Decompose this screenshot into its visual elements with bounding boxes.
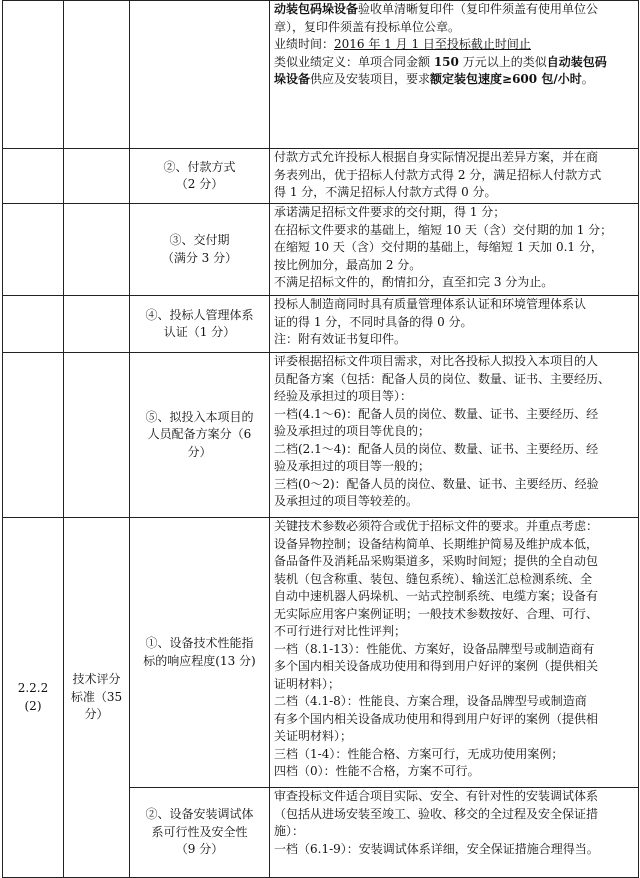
label-line: 技术评分 xyxy=(72,672,121,687)
content-paragraph xyxy=(274,441,635,476)
label-line: 标准（35 xyxy=(70,689,123,704)
content-line: 验及承担过的项目等一般的； xyxy=(274,459,431,473)
section-number-cell-empty xyxy=(3,204,64,296)
criterion-label xyxy=(130,149,270,204)
content-paragraph xyxy=(274,149,635,202)
content-line: 动装包码垛设备验收单清晰复印件（复印件须盖有使用单位公 xyxy=(274,2,599,16)
label-line: ②、付款方式 xyxy=(163,159,236,174)
content-line: 注：附有效证书复印件。 xyxy=(274,332,407,346)
content-paragraph xyxy=(274,222,635,240)
content-line: 不可行进行对比性评判； xyxy=(274,624,407,638)
criterion-label xyxy=(130,204,270,296)
section-number xyxy=(3,518,64,878)
content-line: 无实际应用客户案例证明；一般技术参数按好、合理、可行、 xyxy=(274,606,599,621)
section-number-cell-empty xyxy=(3,1,64,149)
content-paragraph xyxy=(274,746,635,764)
content-line: 二档（4.1-8）：性能良、方案合理，设备品牌型号或制造商 xyxy=(274,694,587,708)
content-line: 不满足招标文件的，酌情扣分，直至扣完 3 分为止。 xyxy=(274,275,554,289)
label-line: ②、设备安装调试体 xyxy=(145,807,254,822)
content-paragraph xyxy=(274,693,635,746)
content-line: 类似业绩定义：单项合同金额 150 万元以上的类似自动装包码 xyxy=(274,54,607,69)
table-row xyxy=(3,518,639,788)
label-line: 分） xyxy=(84,707,109,722)
criterion-label xyxy=(130,296,270,353)
criterion-label xyxy=(130,518,270,788)
content-line: 及承担过的项目等较差的。 xyxy=(274,494,419,508)
content-line: 四档（0）：性能不合格，方案不可行。 xyxy=(274,764,480,778)
label-line: ③、交付期 xyxy=(169,233,230,247)
content-line: 三档(0～2)：配备人员的岗位、数量、证书、主要经历、经验 xyxy=(274,476,599,491)
content-line: 关键技术参数必须符合或优于招标文件的要求。并重点考虑： xyxy=(274,519,599,533)
content-line: 付款方式允许投标人根据自身实际情况提出差异方案，并在商 xyxy=(274,150,599,164)
content-line: 一档(4.1～6)：配备人员的岗位、数量、证书、主要经历、经 xyxy=(274,406,599,421)
content-line: 验及承担过的项目等优良的； xyxy=(274,424,431,438)
content-line: 经验及承担过的项目等）： xyxy=(274,389,413,403)
content-paragraph xyxy=(274,239,635,274)
criterion-content xyxy=(270,1,639,149)
label-line: （2 分） xyxy=(175,177,224,191)
criterion-content xyxy=(270,296,639,353)
content-line: 有多个国内相关设备成功使用和得到用户好评的案例（提供相 xyxy=(274,711,599,726)
content-line: 自动中速机器人码垛机、一站式控制系统、电缆方案；设备有 xyxy=(274,589,599,603)
criterion-content xyxy=(270,518,639,788)
content-line: 章），复印件须盖有投标单位公章。 xyxy=(274,19,461,34)
content-paragraph xyxy=(274,54,635,89)
content-line: 评委根据招标文件项目需求，对比各投标人拟投入本项目的人 xyxy=(274,354,599,368)
label-line: 2.2.2 xyxy=(17,681,49,695)
content-line: 证明材料）； xyxy=(274,676,341,691)
criterion-label xyxy=(130,788,270,878)
content-line: 设备异物控制；设备结构简单、长期维护简易及维护成本低， xyxy=(274,536,599,551)
table-row xyxy=(3,353,639,518)
content-paragraph xyxy=(274,1,635,36)
table-row xyxy=(3,296,639,353)
content-paragraph xyxy=(274,763,635,781)
section-title-cell-empty xyxy=(64,149,130,204)
label-line: （满分 3 分） xyxy=(161,250,238,265)
content-line: 装机（包含称重、装包、缝包系统）、输送汇总检测系统、全 xyxy=(274,571,593,586)
content-paragraph xyxy=(274,274,635,292)
content-line: 业绩时间：2016 年 1 月 1 日至投标截止时间止 xyxy=(274,37,531,51)
label-line: ⑤、拟投入本项目的 xyxy=(145,409,254,424)
content-line: 在招标文件要求的基础上，缩短 10 天（含）交付期的加 1 分； xyxy=(274,222,613,237)
section-title-cell-empty xyxy=(64,353,130,518)
scoring-table xyxy=(2,0,639,878)
content-line: 证的得 1 分，不同时具备的得 0 分。 xyxy=(274,314,473,329)
criterion-label xyxy=(130,353,270,518)
content-paragraph xyxy=(274,788,635,841)
content-line: 垛设备供应及安装项目，要求额定装包速度≥600 包/小时。 xyxy=(274,72,594,86)
content-line: 审查投标文件适合项目实际、安全、有针对性的安装调试体系 xyxy=(274,789,599,803)
content-line: 务表列出，优于招标人付款方式得 2 分，满足招标人付款方式 xyxy=(274,167,602,182)
content-line: 在缩短 10 天（含）交付期的基础上，每缩短 1 天加 0.1 分， xyxy=(274,240,603,254)
section-number-cell-empty xyxy=(3,353,64,518)
table-row xyxy=(3,204,639,296)
content-line: 二档(2.1～4)：配备人员的岗位、数量、证书、主要经历、经 xyxy=(274,441,599,456)
content-paragraph xyxy=(274,641,635,694)
content-line: 投标人制造商同时具有质量管理体系认证和环境管理体系认 xyxy=(274,297,587,311)
content-line: 承诺满足招标文件要求的交付期，得 1 分； xyxy=(274,205,506,219)
criterion-label xyxy=(130,1,270,149)
section-number-cell-empty xyxy=(3,296,64,353)
table-row xyxy=(3,1,639,149)
content-paragraph xyxy=(274,353,635,406)
content-line: （包括从进场安装至竣工、验收、移交的全过程及安全保证措 xyxy=(274,806,599,821)
criterion-content xyxy=(270,788,639,878)
content-paragraph xyxy=(274,331,635,349)
section-number-cell-empty xyxy=(3,149,64,204)
label-line: 认证（1 分） xyxy=(163,325,236,339)
section-title-cell-empty xyxy=(64,1,130,149)
content-paragraph xyxy=(274,518,635,641)
content-line: 按比例加分，最高加 2 分。 xyxy=(274,257,422,272)
label-line: ①、设备技术性能指 xyxy=(145,636,254,650)
criterion-content xyxy=(270,204,639,296)
content-line: 施）： xyxy=(274,824,305,838)
label-line: ④、投标人管理体系 xyxy=(145,307,254,322)
content-paragraph xyxy=(274,841,635,859)
section-title xyxy=(64,518,130,878)
content-line: 得 1 分，不满足招标人付款方式得 0 分。 xyxy=(274,185,497,199)
content-paragraph xyxy=(274,476,635,511)
content-paragraph xyxy=(274,296,635,331)
section-title-cell-empty xyxy=(64,296,130,353)
criterion-content xyxy=(270,149,639,204)
criterion-content xyxy=(270,353,639,518)
content-line: 备品备件及消耗品采购渠道多，采购时间短；提供的全自动包 xyxy=(274,554,599,568)
content-line: 一档（6.1-9）：安装调试体系详细，安全保证措施合理得当。 xyxy=(274,841,599,856)
content-line: 三档（1-4）：性能合格、方案可行，无成功使用案例； xyxy=(274,746,564,761)
label-line: 分） xyxy=(187,444,212,459)
section-title-cell-empty xyxy=(64,204,130,296)
label-line: 系可行性及安全性 xyxy=(151,824,248,839)
content-paragraph xyxy=(274,204,635,222)
label-line: 标的响应程度(13 分) xyxy=(143,653,256,668)
label-line: 人员配备方案分（6 xyxy=(147,427,252,442)
content-line: 一档（8.1-13）：性能优、方案好，设备品牌型号或制造商有 xyxy=(274,641,595,656)
content-paragraph xyxy=(274,406,635,441)
table-row xyxy=(3,149,639,204)
content-line: 多个国内相关设备成功使用和得到用户好评的案例（提供相关 xyxy=(274,659,599,673)
content-line: 员配备方案（包括：配备人员的岗位、数量、证书、主要经历、 xyxy=(274,371,611,386)
content-line: 关证明材料）； xyxy=(274,729,353,743)
label-line: （9 分） xyxy=(175,842,224,857)
label-line: (2) xyxy=(24,698,42,713)
content-paragraph xyxy=(274,36,635,54)
